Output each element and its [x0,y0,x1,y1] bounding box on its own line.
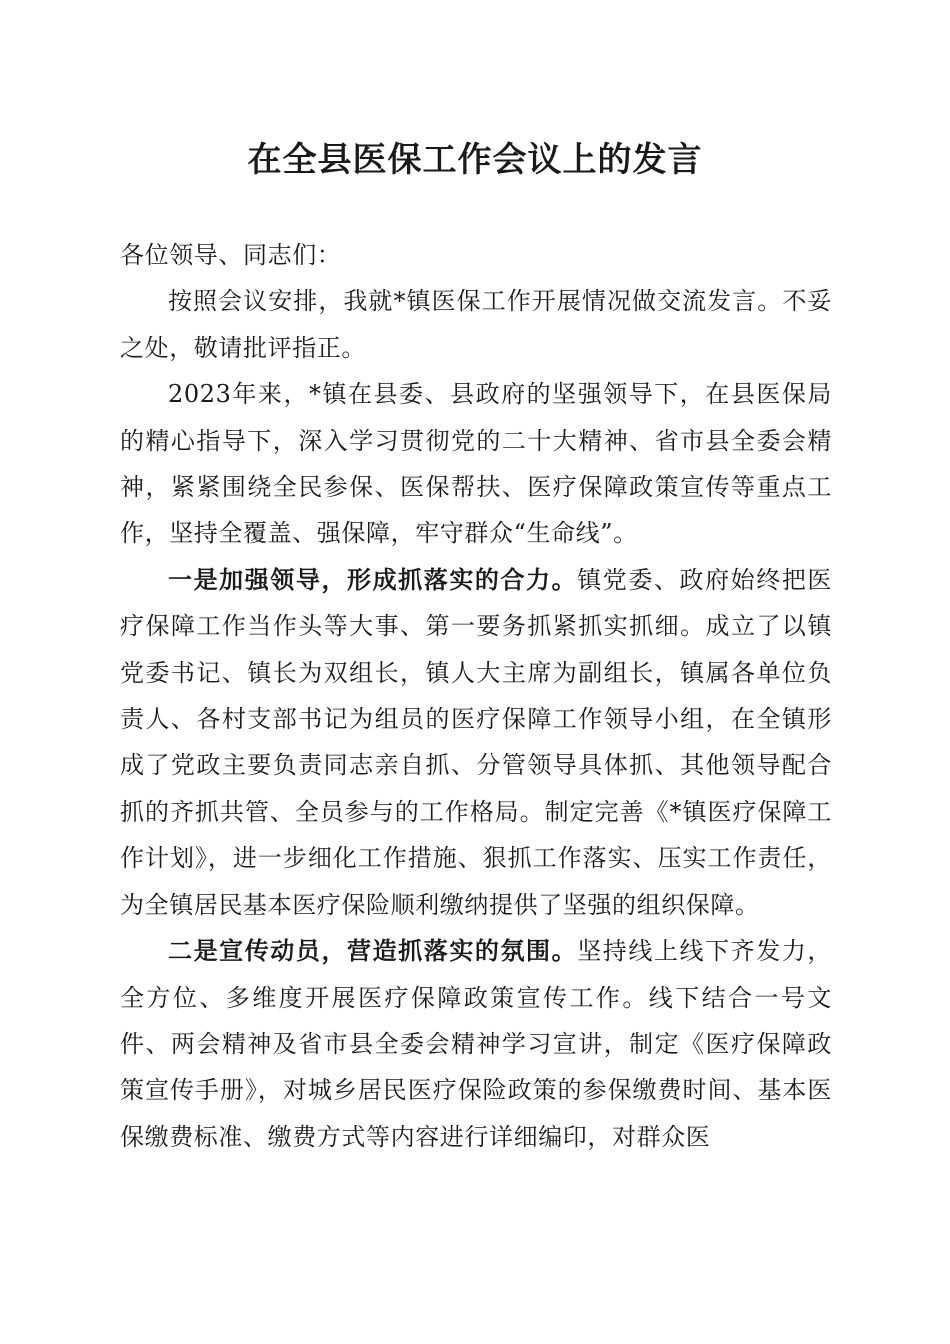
paragraph-overview [120,371,832,557]
paragraph-text: 坚持线上线下齐发力，全方位、多维度开展医疗保障政策宣传工作。线下结合一号文件、两会精神及省市县全委会精神学习宣讲，制定《医疗保障政策宣传手册》，对城乡居民医疗保险政策的参保缴费时间、基本医保缴费标准、缴费方式等内容进行详细编印，对群众医 [120,937,832,1151]
salutation: 各位领导、同志们： [120,241,342,269]
paragraph-text: 按照会议安排，我就*镇医保工作开展情况做交流发言。不妥之处，敬请批评指正。 [120,287,832,362]
paragraph-intro [120,278,832,371]
paragraph-text: 镇党委、政府始终把医疗保障工作当作头等大事、第一要务抓紧抓实抓细。成立了以镇党委书记、镇长为双组长，镇人大主席为副组长，镇属各单位负责人、各村支部书记为组员的医疗保障工作领导小组，在全镇形成了党政主要负责同志亲自抓、分管领导具体抓、其他领导配合抓的齐抓共管、全员参与的工作格局。制定完善《*镇医疗保障工作计划》，进一步细化工作措施、狠抓工作落实、压实工作责任，为全镇居民基本医疗保险顺利缴纳提供了坚强的组织保障。 [120,565,832,919]
paragraph-lead-heading: 一是加强领导，形成抓落实的合力。 [168,564,578,594]
paragraph-publicity [120,928,832,1160]
paragraph-leadership [120,557,832,928]
paragraph-lead-heading: 二是宣传动员，营造抓落实的氛围。 [168,936,578,966]
paragraph-text: 2023年来，*镇在县委、县政府的坚强领导下，在县医保局的精心指导下，深入学习贯彻党的二十大精神、省市县全委会精神，紧紧围绕全民参保、医保帮扶、医疗保障政策宣传等重点工作，坚持全覆盖、强保障，牢守群众“生命线”。 [120,380,832,548]
document-title: 在全县医保工作会议上的发言 [247,140,703,180]
document-body [120,232,832,1160]
